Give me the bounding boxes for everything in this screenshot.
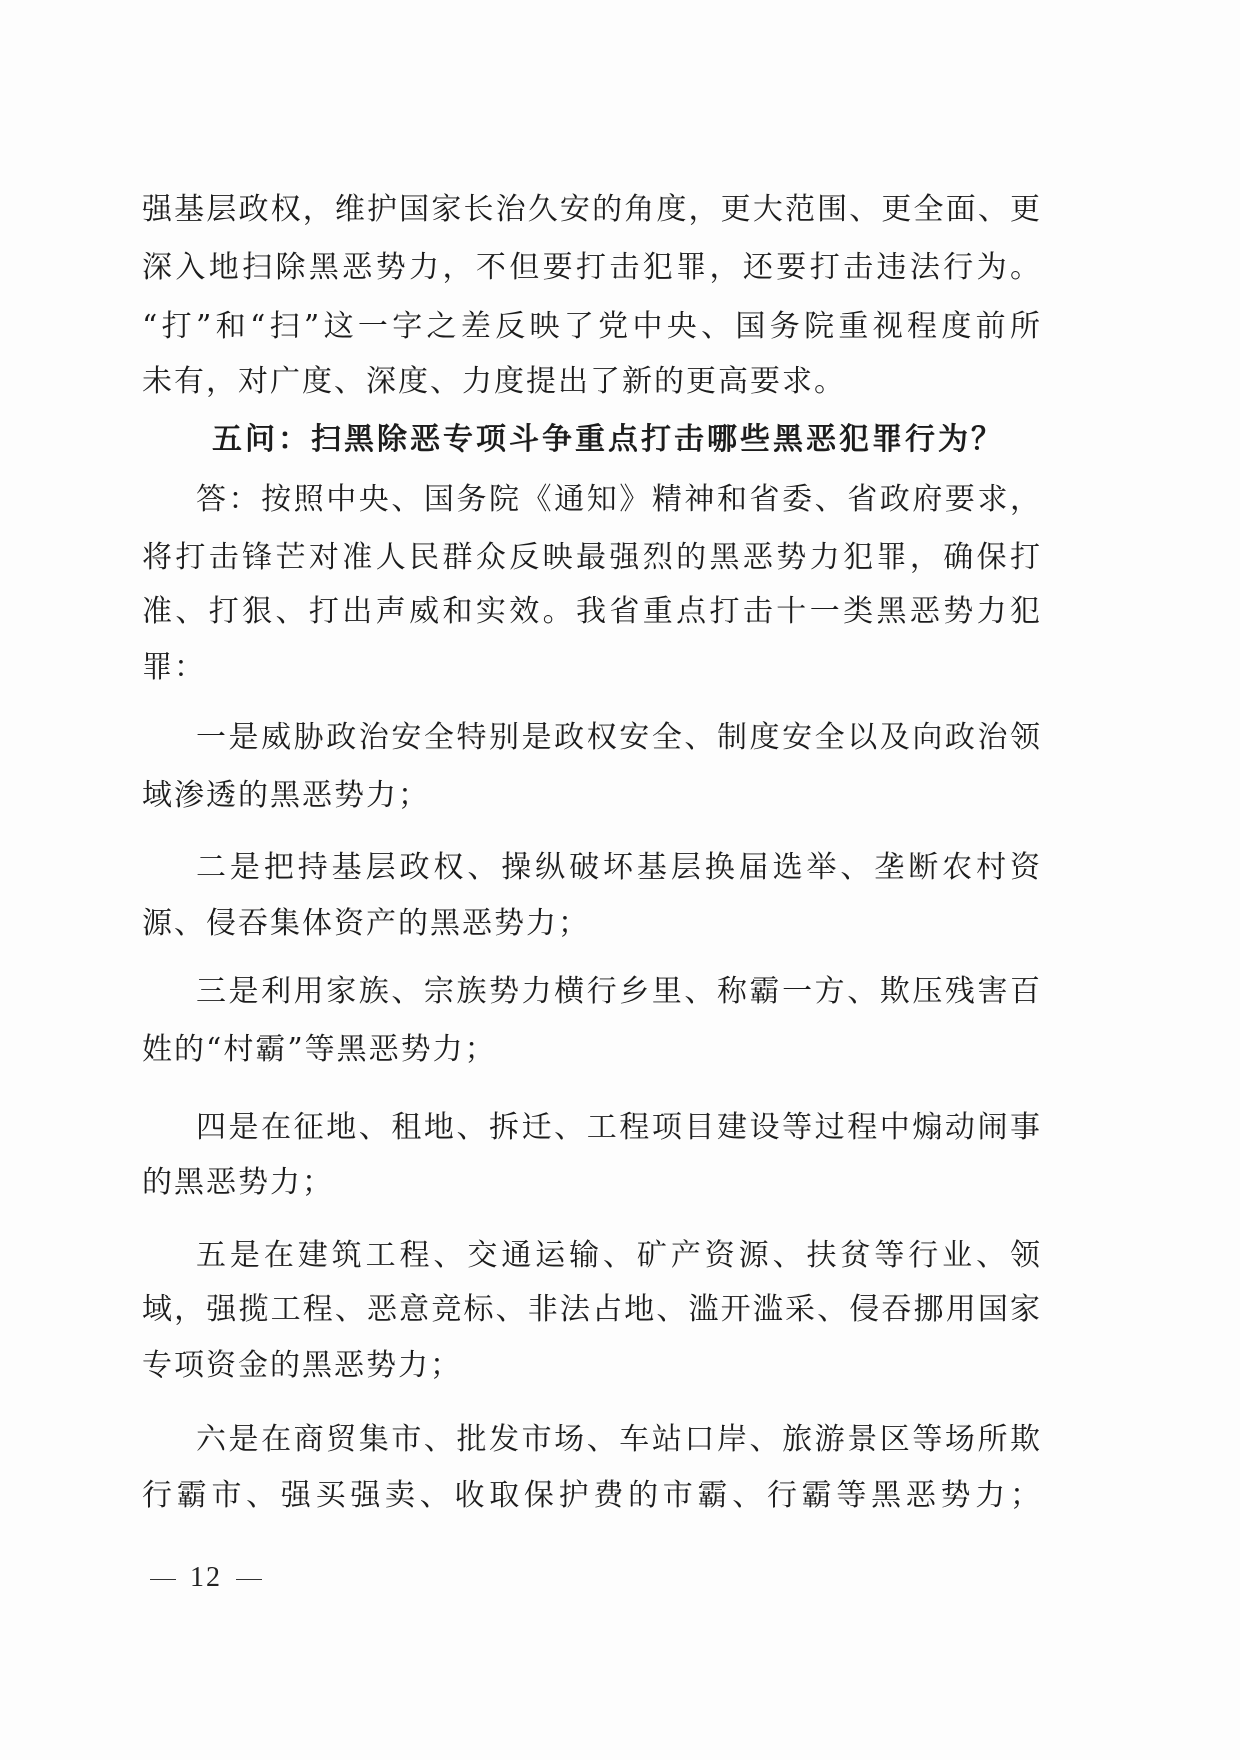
- list-item-2-cont: 源、侵吞集体资产的黑恶势力；: [142, 906, 590, 941]
- body-line: 罪：: [142, 650, 206, 685]
- list-item-3-cont: 姓的“村霸”等黑恶势力；: [142, 1032, 497, 1067]
- body-line: 准、打狠、打出声威和实效。我省重点打击十一类黑恶势力犯: [142, 594, 1042, 629]
- list-item-1-cont: 域渗透的黑恶势力；: [142, 778, 430, 813]
- list-item-3: 三是利用家族、宗族势力横行乡里、称霸一方、欺压残害百: [196, 974, 1042, 1009]
- body-line: 将打击锋芒对准人民群众反映最强烈的黑恶势力犯罪，确保打: [142, 540, 1042, 575]
- list-item-6: 六是在商贸集市、批发市场、车站口岸、旅游景区等场所欺: [196, 1422, 1042, 1457]
- list-item-5-cont: 域，强揽工程、恶意竞标、非法占地、滥开滥采、侵吞挪用国家: [142, 1292, 1042, 1327]
- section-heading: 五问：扫黑除恶专项斗争重点打击哪些黑恶犯罪行为？: [212, 422, 1004, 457]
- list-item-4: 四是在征地、租地、拆迁、工程项目建设等过程中煽动闹事: [196, 1110, 1042, 1145]
- answer-paragraph-start: 答：按照中央、国务院《通知》精神和省委、省政府要求，: [196, 482, 1042, 517]
- list-item-5-cont: 专项资金的黑恶势力；: [142, 1348, 462, 1383]
- list-item-1: 一是威胁政治安全特别是政权安全、制度安全以及向政治领: [196, 720, 1042, 755]
- page-number: 12: [190, 1562, 222, 1593]
- list-item-4-cont: 的黑恶势力；: [142, 1165, 334, 1200]
- list-item-2: 二是把持基层政权、操纵破坏基层换届选举、垄断农村资: [196, 850, 1042, 885]
- body-line: 未有，对广度、深度、力度提出了新的更高要求。: [142, 364, 846, 399]
- body-line: 强基层政权，维护国家长治久安的角度，更大范围、更全面、更: [142, 192, 1042, 227]
- list-item-6-cont: 行霸市、强买强卖、收取保护费的市霸、行霸等黑恶势力；: [142, 1478, 1042, 1513]
- footer-dash-left: [150, 1579, 176, 1580]
- page-number-footer: [136, 1562, 276, 1594]
- body-line: 深入地扫除黑恶势力，不但要打击犯罪，还要打击违法行为。: [142, 250, 1042, 285]
- body-line: “打”和“扫”这一字之差反映了党中央、国务院重视程度前所: [142, 309, 1042, 344]
- footer-dash-right: [236, 1579, 262, 1580]
- list-item-5: 五是在建筑工程、交通运输、矿产资源、扶贫等行业、领: [196, 1238, 1042, 1273]
